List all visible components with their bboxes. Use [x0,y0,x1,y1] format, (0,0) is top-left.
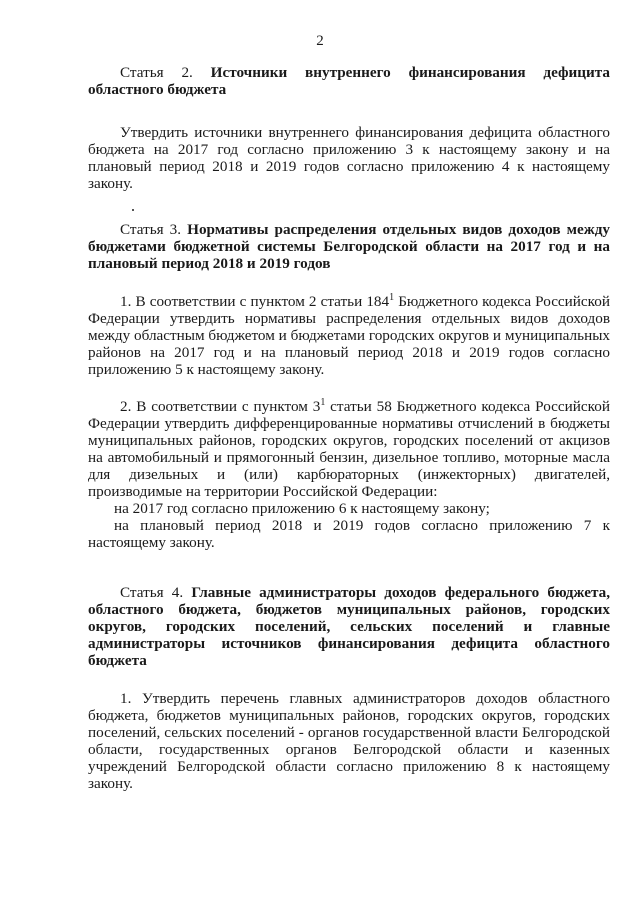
article-3-paragraph-1 [88,293,610,378]
article-4-title: Главные администраторы доходов федерального бюджета, областного бюджета, бюджетов муниципальных районов, городских округов, городских поселений, сельских поселений и главные администраторы источников финансирования дефицита областного бюджета [88,584,610,669]
article-3-p2-superscript: 1 [320,396,326,408]
article-2-body [88,124,610,192]
article-2-paragraph: Утвердить источники внутреннего финансирования дефицита областного бюджета на 2017 год согласно приложению 3 к настоящему закону и на плановый период 2018 и 2019 годов согласно приложению 4 к настоящему закону. [88,124,610,192]
scan-speck [132,209,134,211]
article-3-lead: Статья 3. [120,221,182,238]
article-3-title: Нормативы распределения отдельных видов доходов между бюджетами бюджетной системы Белгородской области на 2017 год и на плановый период 2018 и 2019 годов [88,221,610,272]
article-3-p2-item-2018-2019: на плановый период 2018 и 2019 годов согласно приложению 7 к настоящему закону. [88,517,610,551]
article-3-p1-text-start: 1. В соответствии с пунктом 2 статьи 184 [120,293,390,310]
article-3-p1-superscript: 1 [389,291,395,303]
article-3-paragraph-2 [88,398,610,551]
page-number: 2 [316,33,324,49]
article-2-title: Источники внутреннего финансирования дефицита областного бюджета [88,64,611,98]
article-3-p2-text-start: 2. В соответствии с пунктом 3 [120,398,321,415]
article-2-heading [88,64,610,98]
article-4-heading [88,584,610,669]
article-3-p2-text-end: статьи 58 Бюджетного кодекса Российской Федерации утвердить дифференцированные нормативы отчислений в бюджеты муниципальных районов, городских округов, городских поселений от акцизов на автомобильный и прямогонный бензин, дизельное топливо, моторные масла для дизельных и (или) карбюраторных (инжекторных) двигателей, производимые на территории Российской Федерации: [88,398,610,500]
article-4-body [88,690,610,792]
article-4-lead: Статья 4. [120,584,184,601]
article-2-lead: Статья 2. [120,64,193,81]
article-3-p2-item-2017: на 2017 год согласно приложению 6 к настоящему закону; [114,500,490,517]
article-3-p1-text-end: Бюджетного кодекса Российской Федерации утвердить нормативы распределения отдельных видов доходов между областным бюджетом и бюджетами городских округов и муниципальных районов на 2017 год и на плановый период 2018 и 2019 годов согласно приложению 5 к настоящему закону. [88,293,610,378]
article-3-heading [88,221,610,272]
article-4-paragraph-1: 1. Утвердить перечень главных администраторов доходов областного бюджета, бюджетов муниципальных районов, городских округов, городских поселений, сельских поселений - органов государственной власти Белгородской области, государственных органов Белгородской области и казенных учреждений Белгородской области согласно приложению 8 к настоящему закону. [88,690,610,792]
